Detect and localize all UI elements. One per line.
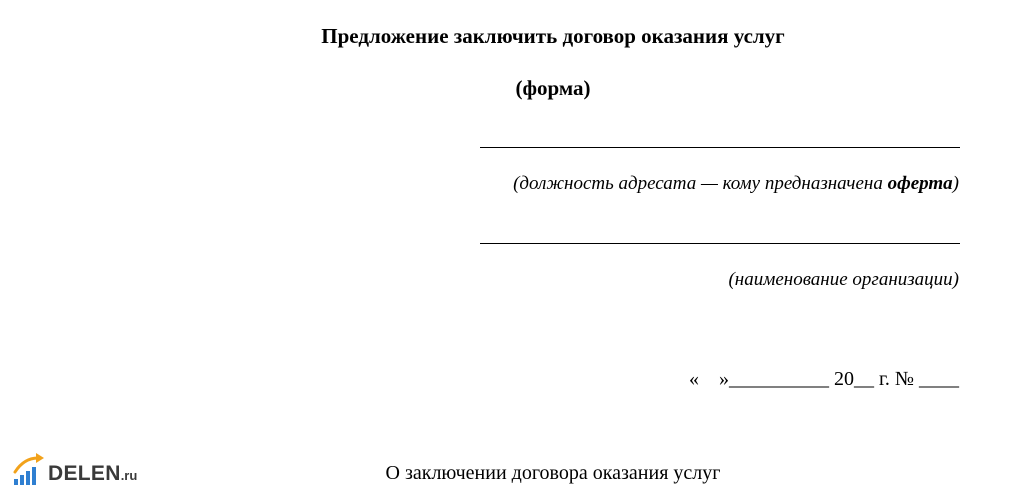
document-title: Предложение заключить договор оказания услуг — [321, 24, 785, 48]
document-subtitle: (форма) — [515, 76, 591, 100]
caption-suffix: ) — [952, 173, 959, 194]
logo-brand-text: DELEN — [48, 462, 121, 485]
organization-line — [480, 243, 960, 244]
letter-subject: О заключении договора оказания услуг — [385, 462, 721, 484]
organization-caption: (наименование организации) — [728, 269, 959, 290]
delen-logo — [12, 450, 137, 486]
recipient-position-line — [480, 147, 960, 148]
caption-prefix: (должность адресата — кому предназначена — [513, 173, 888, 194]
recipient-position-caption — [513, 173, 959, 195]
date-number-line: « »__________ 20__ г. № ____ — [688, 368, 959, 390]
chart-arrow-icon — [12, 452, 46, 486]
logo-tld-text: .ru — [120, 468, 138, 483]
caption-bold-word: оферта — [887, 173, 953, 194]
